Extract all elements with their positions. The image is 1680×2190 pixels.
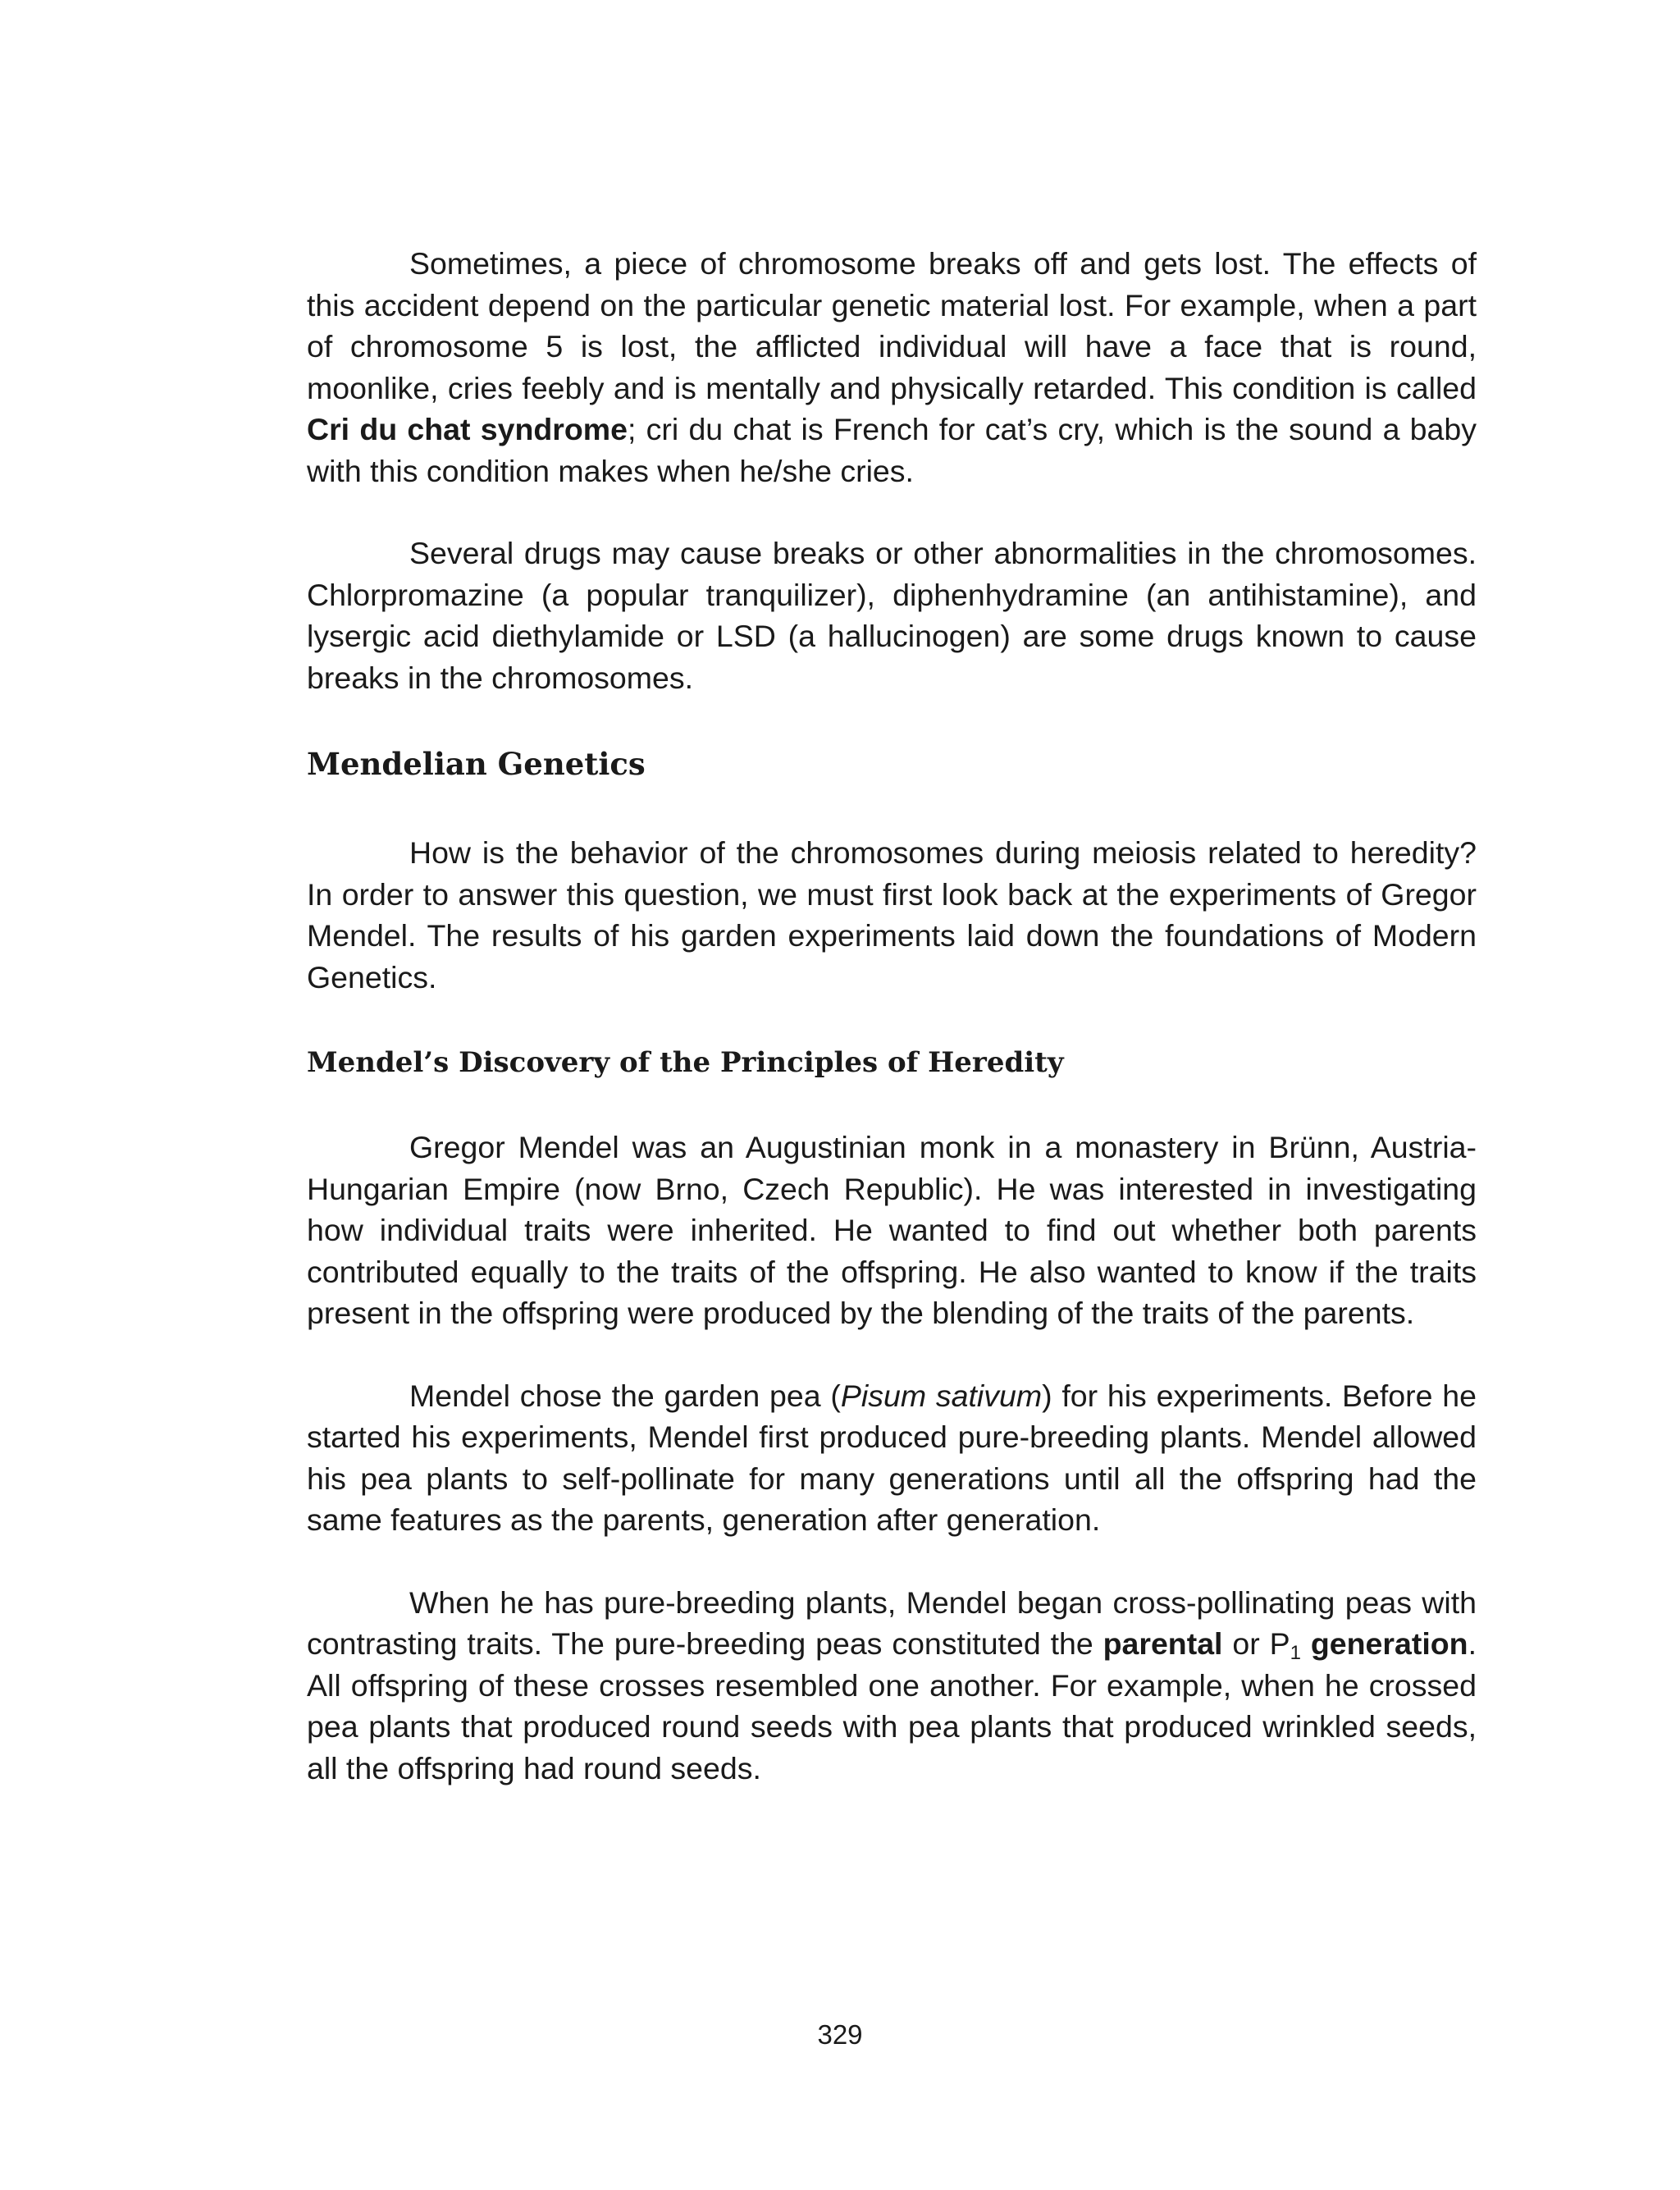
paragraph-text: ; cri du chat is French for cat’s cry, which is the sound a baby with this condition makes when he/she cries. [307, 412, 1477, 488]
section-heading-mendelian-genetics: Mendelian Genetics [307, 746, 646, 782]
page-number: 329 [817, 2019, 863, 2050]
paragraph-chromosome-loss [307, 243, 1477, 491]
paragraph-text: Mendel chose the garden pea ( [409, 1378, 841, 1413]
paragraph-gregor-mendel: Gregor Mendel was an Augustinian monk in a monastery in Brünn, Austria-Hungarian Empire (now Brno, Czech Republic). He was interested in investigating how individual traits were inherited. He wanted to find out whether both parents contributed equally to the traits of the offspring. He also wanted to know if the traits present in the offspring were produced by the blending of the traits of the parents. [307, 1130, 1477, 1330]
paragraph-garden-pea [307, 1375, 1477, 1541]
subsection-heading-mendels-discovery: Mendel’s Discovery of the Principles of Heredity [307, 1046, 1064, 1079]
paragraph-text: . All offspring of these crosses resembled one another. For example, when he crossed pea plants that produced round seeds with pea plants that produced wrinkled seeds, all the offspring had round seeds. [307, 1626, 1477, 1785]
page-content [307, 243, 1477, 1789]
paragraph-text: When he has pure-breeding plants, Mendel began cross-pollinating peas with contrasting traits. The pure-breeding peas constituted the [307, 1584, 1477, 1661]
bold-term-cri-du-chat: Cri du chat syndrome [307, 412, 628, 446]
paragraph-cross-pollination [307, 1582, 1477, 1790]
paragraph-drugs: Several drugs may cause breaks or other abnormalities in the chromosomes. Chlorpromazine (a popular tranquilizer), diphenhydramine (an antihistamine), and lysergic acid diethylamide or LSD (a hallucinogen) are some drugs known to cause breaks in the chromosomes. [307, 536, 1477, 695]
italic-species-name: Pisum sativum [840, 1378, 1043, 1413]
paragraph-text: or P [1222, 1626, 1290, 1661]
bold-term-generation: generation [1310, 1626, 1468, 1661]
paragraph-meiosis-heredity: How is the behavior of the chromosomes during meiosis related to heredity? In order to answer this question, we must first look back at the experiments of Gregor Mendel. The results of his garden experiments laid down the foundations of Modern Genetics. [307, 835, 1477, 994]
paragraph-text: ) for his experiments. Before he started his experiments, Mendel first produced pure-breeding plants. Mendel allowed his pea plants to self-pollinate for many generations until all the offspring had the same features as the parents, generation after generation. [307, 1378, 1477, 1537]
bold-term-parental: parental [1102, 1626, 1223, 1661]
subscript-one: 1 [1290, 1642, 1301, 1664]
paragraph-text: Sometimes, a piece of chromosome breaks off and gets lost. The effects of this accident depend on the particular genetic material lost. For example, when a part of chromosome 5 is lost, the afflicted individual will have a face that is round, moonlike, cries feebly and is mentally and physically retarded. This condition is called [307, 246, 1477, 405]
